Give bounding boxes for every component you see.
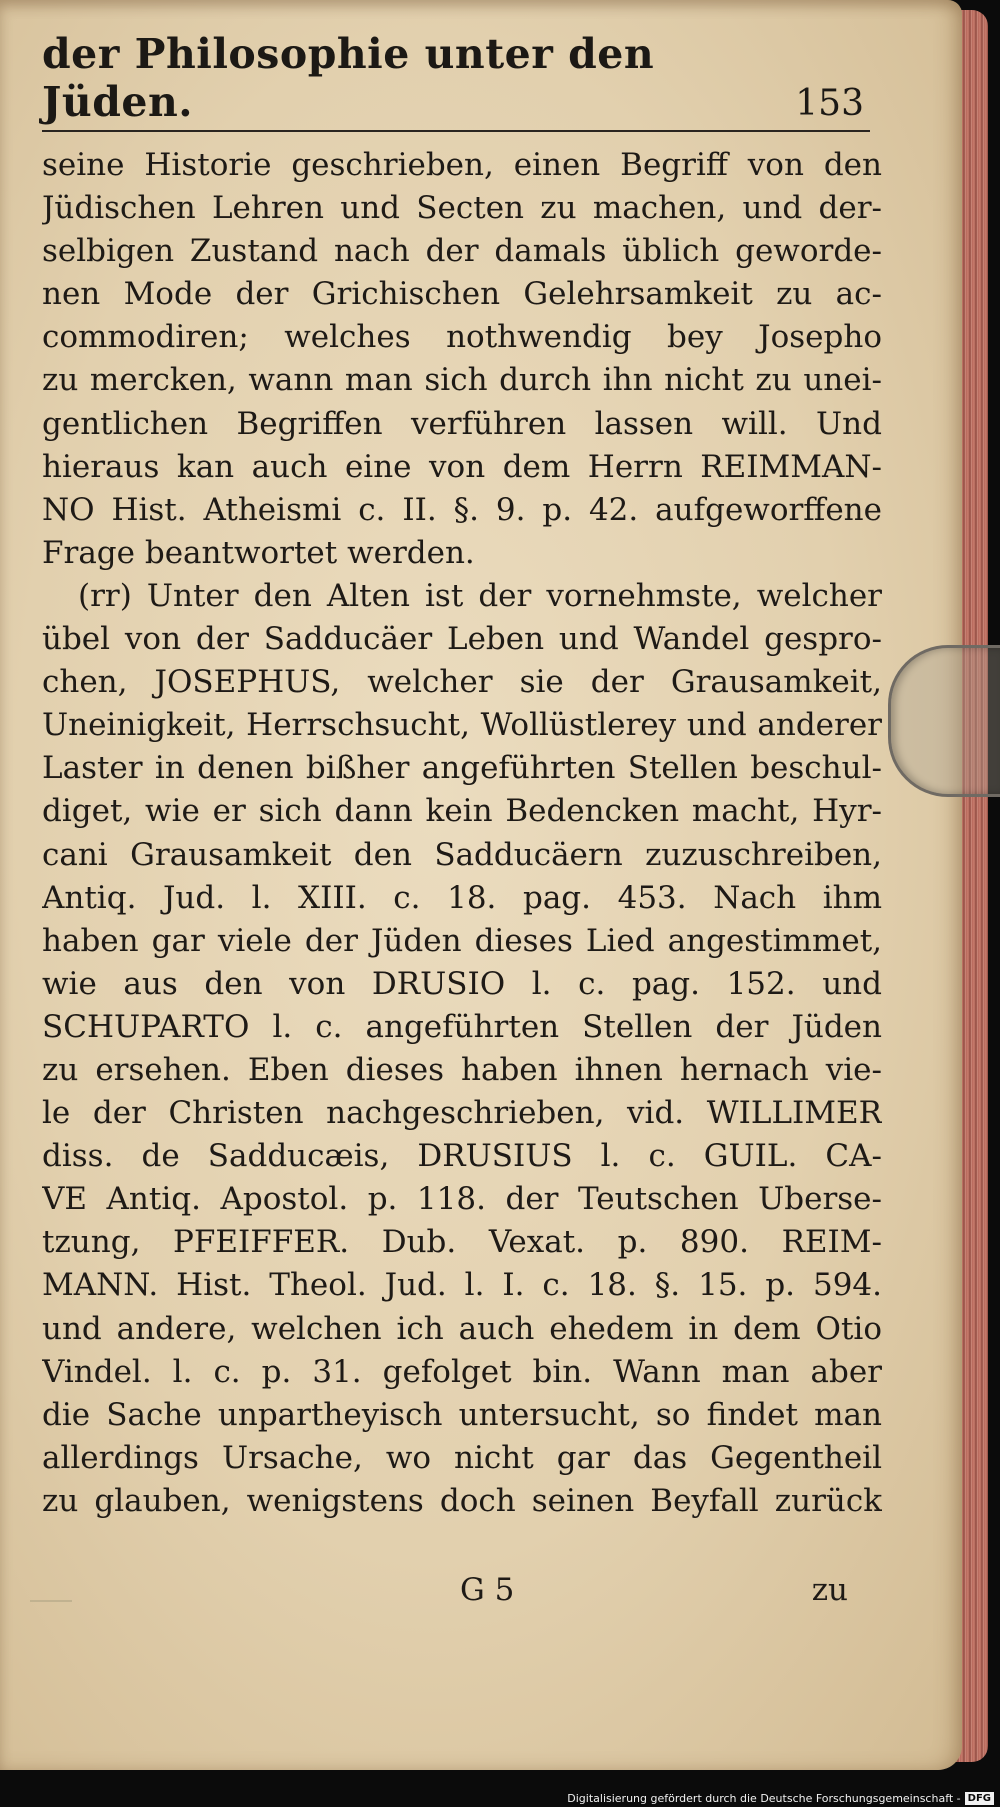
text-line: NO Hist. Atheismi c. II. §. 9. p. 42. aufgeworffene <box>42 491 882 528</box>
page-clip <box>888 645 1000 797</box>
text-line: tzung, PFEIFFER. Dub. Vexat. p. 890. REIM- <box>42 1224 882 1261</box>
page-header <box>42 30 870 132</box>
text-line: le der Christen nachgeschrieben, vid. WILLIMER <box>42 1095 882 1132</box>
page-footer <box>42 1572 870 1618</box>
signature-mark: G 5 <box>460 1572 515 1608</box>
text-line: zu ersehen. Eben dieses haben ihnen hernach vie- <box>42 1051 882 1088</box>
running-head: der Philosophie unter den Jüden. <box>42 30 655 126</box>
text-line: cani Grausamkeit den Sadducäern zuzuschreiben, <box>42 836 882 873</box>
text-line: haben gar viele der Jüden dieses Lied angestimmet, <box>42 922 882 959</box>
text-line: Uneinigkeit, Herrschsucht, Wollüstlerey und anderer <box>42 707 882 744</box>
text-line: allerdings Ursache, wo nicht gar das Gegentheil <box>42 1439 882 1476</box>
text-line: (rr) Unter den Alten ist der vornehmste, welcher <box>78 577 882 614</box>
text-line: seine Historie geschrieben, einen Begriff von den <box>42 147 882 183</box>
text-line: zu glauben, wenigstens doch seinen Beyfall zurück <box>42 1482 882 1519</box>
text-line: gentlichen Begriffen verführen lassen will. Und <box>42 405 882 442</box>
text-line: Antiq. Jud. l. XIII. c. 18. pag. 453. Nach ihm <box>42 879 882 916</box>
catchword: zu <box>811 1572 848 1608</box>
text-line: wie aus den von DRUSIO l. c. pag. 152. und <box>42 965 882 1002</box>
text-line: chen, JOSEPHUS, welcher sie der Grausamkeit, <box>42 664 882 701</box>
text-line: commodiren; welches nothwendig bey Josepho <box>42 319 882 356</box>
text-line: selbigen Zustand nach der damals üblich geworde- <box>42 233 882 270</box>
page-number: 153 <box>795 83 864 124</box>
text-line: diss. de Sadducæis, DRUSIUS l. c. GUIL. CA- <box>42 1138 882 1175</box>
text-line: die Sache unpartheyisch untersucht, so findet man <box>42 1396 882 1433</box>
text-line: Frage beantwortet werden. <box>42 534 475 571</box>
text-line: diget, wie er sich dann kein Bedencken macht, Hyr- <box>42 793 882 830</box>
text-line: übel von der Sadducäer Leben und Wandel gespro- <box>42 621 882 658</box>
text-line: Laster in denen bißher angeführten Stellen beschul- <box>42 750 882 787</box>
credit-text: Digitalisierung gefördert durch die Deutsche Forschungsgemeinschaft - <box>567 1792 961 1805</box>
text-line: SCHUPARTO l. c. angeführten Stellen der Jüden <box>42 1008 882 1045</box>
text-line: und andere, welchen ich auch ehedem in dem Otio <box>42 1310 882 1347</box>
text-line: Vindel. l. c. p. 31. gefolget bin. Wann man aber <box>42 1353 882 1390</box>
text-line: zu mercken, wann man sich durch ihn nicht zu unei- <box>42 362 882 399</box>
dfg-logo-icon: DFG <box>965 1792 994 1805</box>
text-line: VE Antiq. Apostol. p. 118. der Teutschen Uberse- <box>42 1181 882 1218</box>
digitization-credit <box>567 1792 994 1805</box>
text-line: Jüdischen Lehren und Secten zu machen, und der- <box>42 190 882 227</box>
text-line: nen Mode der Grichischen Gelehrsamkeit zu ac- <box>42 276 882 313</box>
text-line: hieraus kan auch eine von dem Herrn REIMMAN- <box>42 448 882 485</box>
body-text <box>42 144 882 1523</box>
text-line: MANN. Hist. Theol. Jud. l. I. c. 18. §. 15. p. 594. <box>42 1267 882 1304</box>
